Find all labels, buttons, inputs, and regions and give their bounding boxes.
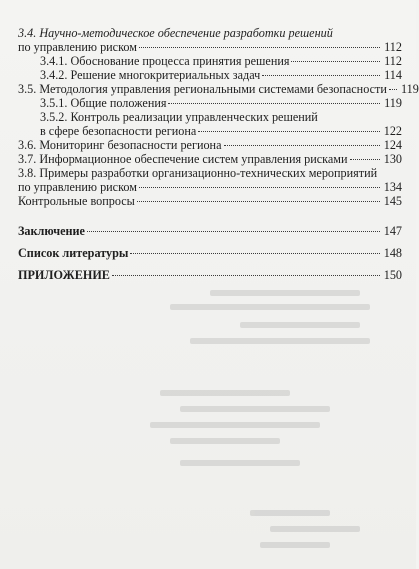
toc-entry-3-5-2[interactable]: [18, 110, 402, 138]
dot-leader: [139, 187, 380, 188]
toc-entry-appendix[interactable]: [18, 268, 402, 282]
toc-entry-3-5-1[interactable]: [18, 96, 402, 110]
toc-entry-title: 3.4. Научно-методическое обеспечение разработки решений: [18, 26, 333, 40]
toc-page-number: 119: [384, 96, 402, 110]
toc-entry-title-cont: в сфере безопасности региона: [40, 124, 197, 138]
toc-page-number: 150: [383, 268, 402, 282]
toc-page-number: 130: [383, 152, 402, 166]
toc-entry-title-cont: по управлению риском: [18, 40, 137, 54]
dot-leader: [389, 89, 397, 90]
toc-entry-3-7[interactable]: [18, 152, 402, 166]
toc-entry-control-questions[interactable]: [18, 194, 402, 208]
toc-page-number: 119: [401, 82, 419, 96]
toc-entry-title: 3.7. Информационное обеспечение систем управления рисками: [18, 152, 348, 166]
toc-entry-3-4-2[interactable]: [18, 68, 402, 82]
toc-entry-bibliography[interactable]: [18, 246, 402, 260]
dot-leader: [112, 275, 380, 276]
dot-leader: [262, 75, 380, 76]
toc-page-number: 124: [383, 138, 402, 152]
toc-entry-title: 3.5.1. Общие положения: [40, 96, 167, 110]
show-through-text: [150, 290, 390, 560]
toc-entry-3-5[interactable]: [18, 82, 419, 96]
toc-page-number: 122: [383, 124, 402, 138]
toc-entry-3-6[interactable]: [18, 138, 402, 152]
toc-page-number: 147: [383, 224, 402, 238]
dot-leader: [168, 103, 380, 104]
toc-entry-3-8[interactable]: [18, 166, 402, 194]
toc-entry-3-4-1[interactable]: [18, 54, 402, 68]
toc-page-number: 134: [383, 180, 402, 194]
toc-entry-title: Заключение: [18, 224, 85, 238]
toc-entry-title: 3.4.1. Обоснование процесса принятия решения: [40, 54, 290, 68]
toc-page-number: 145: [383, 194, 402, 208]
toc-entry-title: 3.4.2. Решение многокритериальных задач: [40, 68, 261, 82]
dot-leader: [291, 61, 380, 62]
dot-leader: [137, 201, 380, 202]
dot-leader: [130, 253, 380, 254]
toc-entry-title: 3.6. Мониторинг безопасности региона: [18, 138, 222, 152]
toc-entry-title: ПРИЛОЖЕНИЕ: [18, 268, 110, 282]
dot-leader: [139, 47, 380, 48]
dot-leader: [198, 131, 380, 132]
toc-page-number: 112: [384, 54, 402, 68]
toc-entry-title: 3.5. Методология управления региональными системами безопасности: [18, 82, 387, 96]
toc-entry-conclusion[interactable]: [18, 224, 402, 238]
toc-entry-title-cont: по управлению риском: [18, 180, 137, 194]
toc-page-number: 148: [383, 246, 402, 260]
toc-page-number: 114: [384, 68, 402, 82]
dot-leader: [224, 145, 381, 146]
toc-entry-title: Список литературы: [18, 246, 129, 260]
dot-leader: [87, 231, 380, 232]
toc-page-number: 112: [384, 40, 402, 54]
toc-entry-title: 3.5.2. Контроль реализации управленческих решений: [40, 110, 318, 124]
dot-leader: [350, 159, 380, 160]
toc-entry-3-4[interactable]: [18, 26, 402, 54]
toc-entry-title: Контрольные вопросы: [18, 194, 135, 208]
toc-entry-title: 3.8. Примеры разработки организационно-технических мероприятий: [18, 166, 378, 180]
